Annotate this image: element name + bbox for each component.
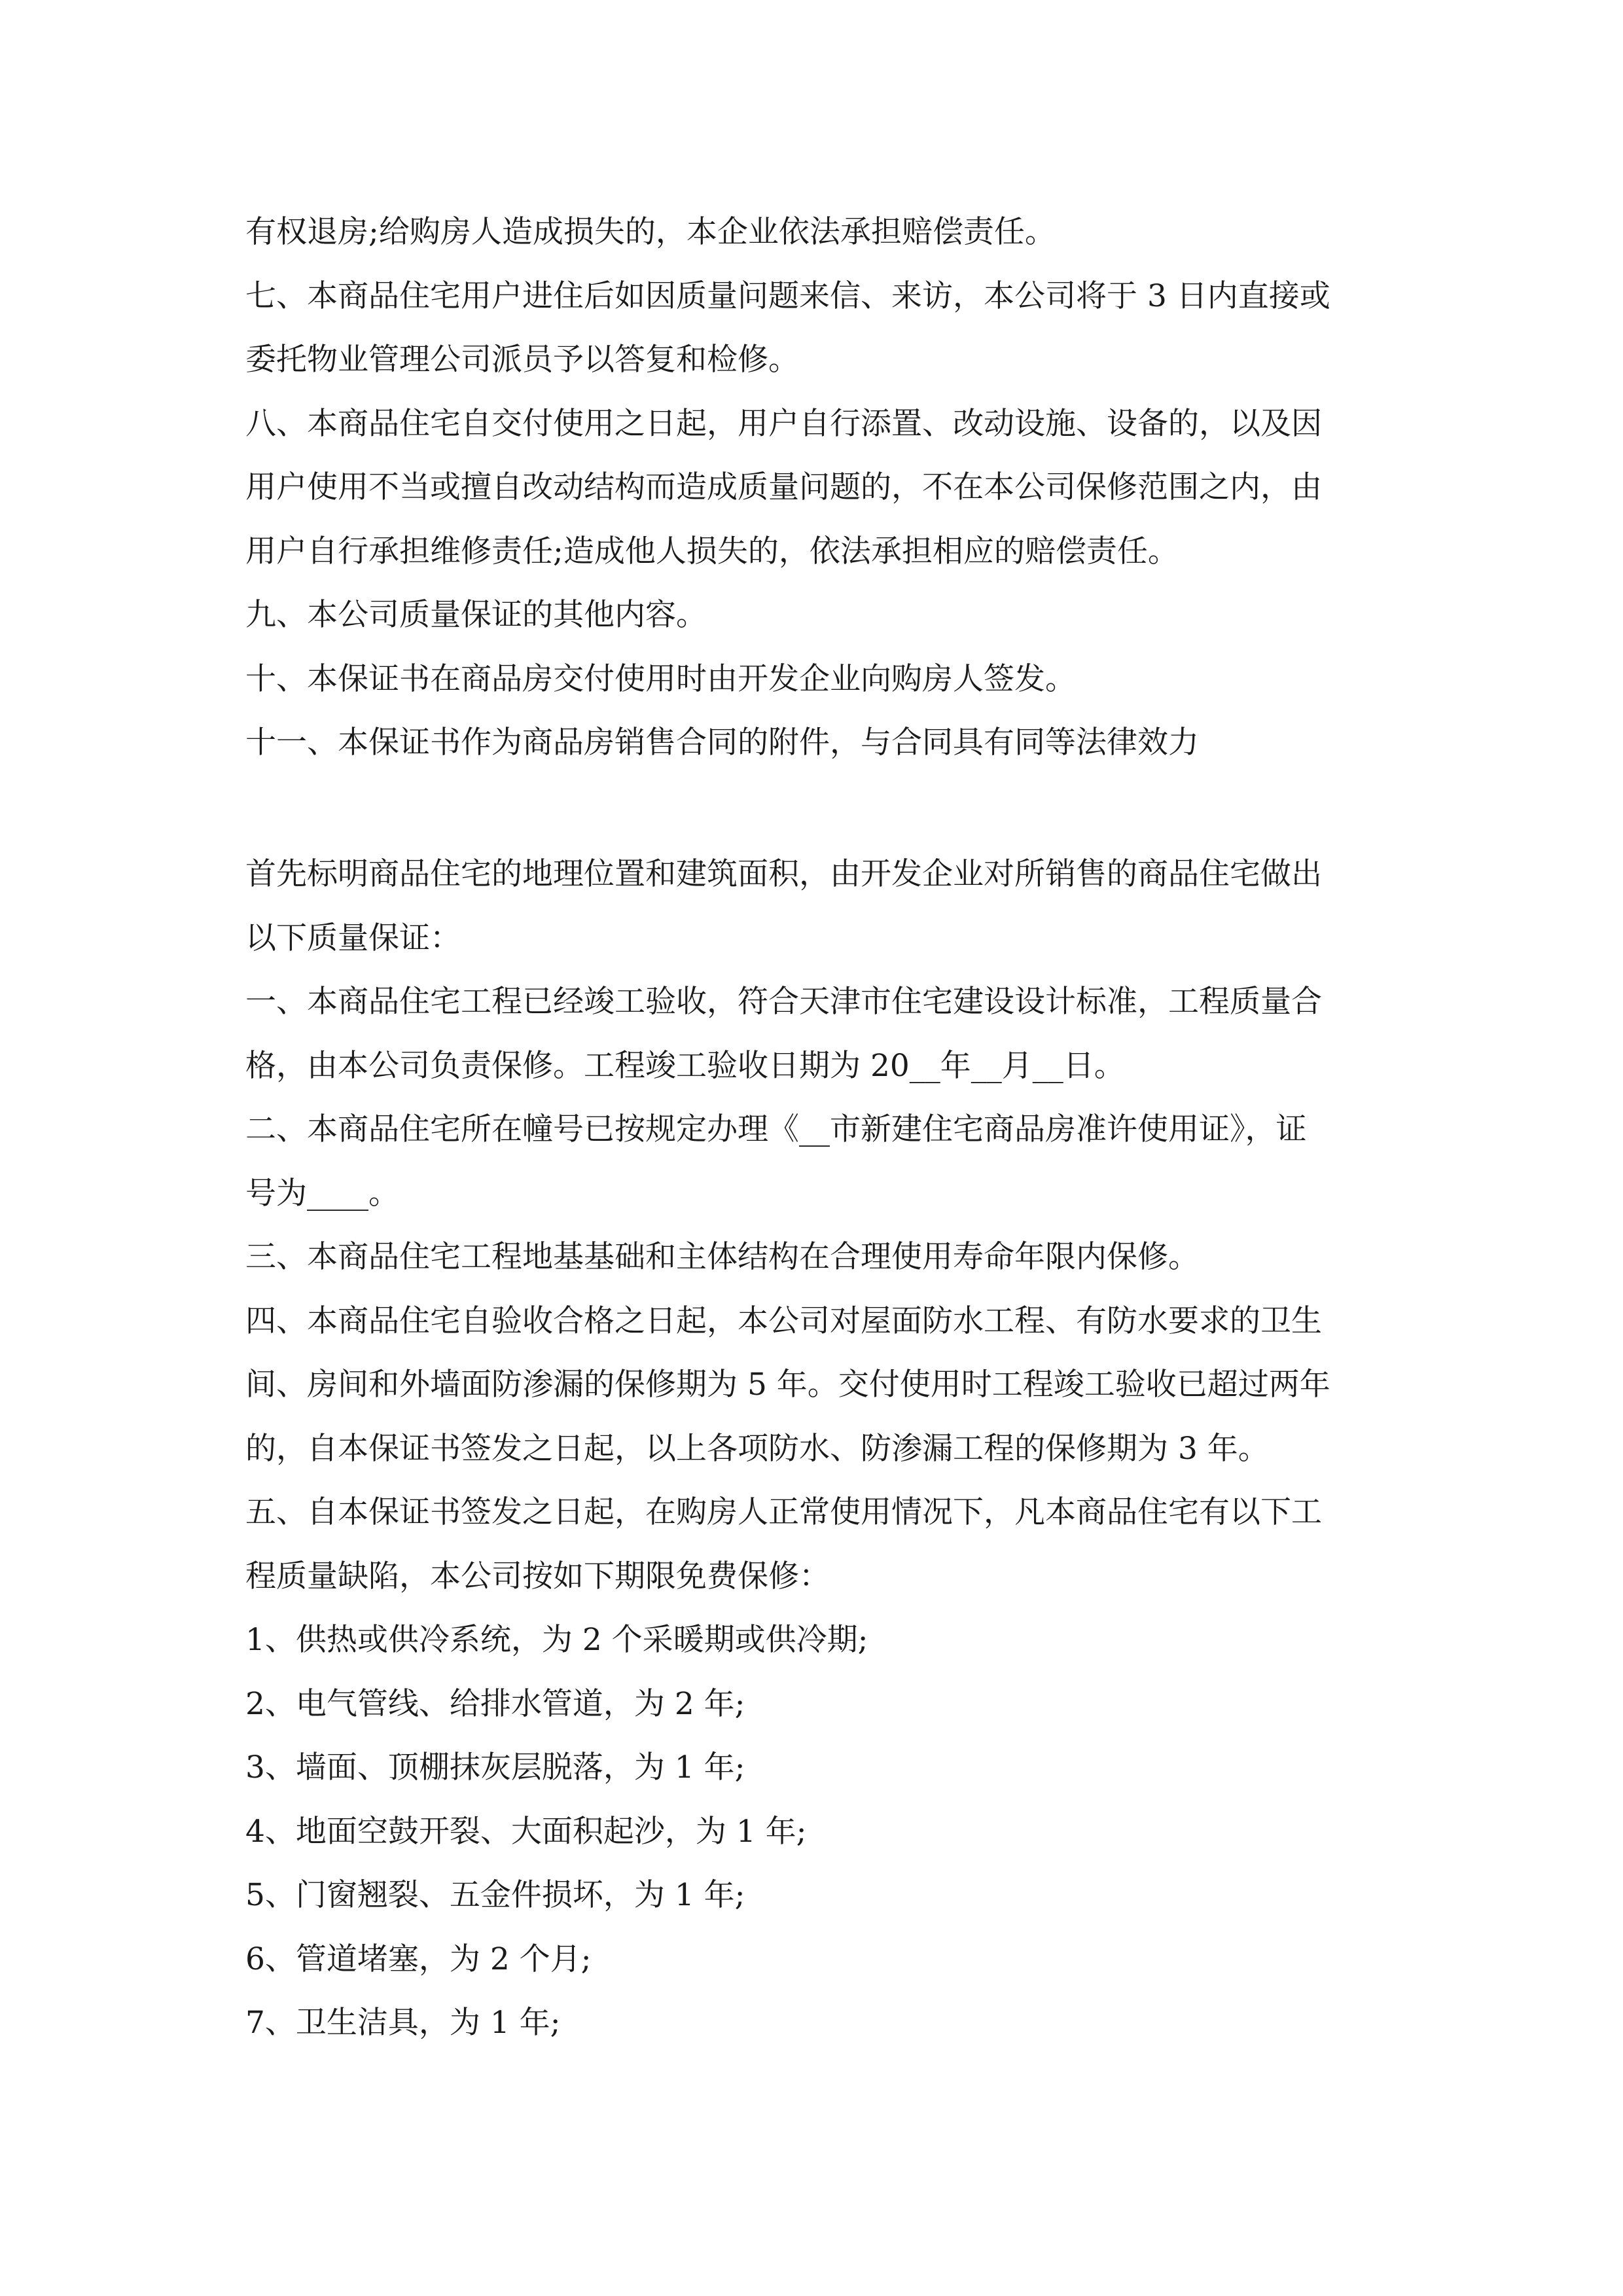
warranty-terms-continued (245, 200, 1397, 775)
list-item: 5、门窗翘裂、五金件损坏，为 1 年; (245, 1877, 745, 1913)
list-item: 4、地面空鼓开裂、大面积起沙，为 1 年; (245, 1813, 807, 1850)
warranty-terms-main (245, 842, 1397, 2055)
text-line: 四、本商品住宅自验收合格之日起，本公司对屋面防水工程、有防水要求的卫生 (245, 1302, 1322, 1339)
text-line: 以下质量保证： (245, 920, 461, 956)
list-item: 6、管道堵塞，为 2 个月; (245, 1941, 592, 1977)
list-item: 2、电气管线、给排水管道，为 2 年; (245, 1685, 745, 1722)
list-item: 3、墙面、顶棚抹灰层脱落，为 1 年; (245, 1749, 745, 1785)
text-line: 号为____。 (245, 1175, 399, 1211)
list-item: 1、供热或供冷系统，为 2 个采暖期或供冷期; (245, 1622, 868, 1658)
text-line: 九、本公司质量保证的其他内容。 (245, 597, 707, 633)
text-line: 五、自本保证书签发之日起，在购房人正常使用情况下，凡本商品住宅有以下工 (245, 1494, 1322, 1530)
text-line: 二、本商品住宅所在幢号已按规定办理《__市新建住宅商品房准许使用证》，证 (245, 1111, 1307, 1147)
text-line: 有权退房;给购房人造成损失的，本企业依法承担赔偿责任。 (245, 214, 1056, 250)
list-item: 7、卫生洁具，为 1 年; (245, 2005, 561, 2041)
text-line: 用户使用不当或擅自改动结构而造成质量问题的，不在本公司保修范围之内，由 (245, 469, 1322, 505)
text-line: 委托物业管理公司派员予以答复和检修。 (245, 342, 799, 378)
text-line: 七、本商品住宅用户进住后如因质量问题来信、来访，本公司将于 3 日内直接或 (245, 278, 1330, 314)
text-line: 的，自本保证书签发之日起，以上各项防水、防渗漏工程的保修期为 3 年。 (245, 1430, 1269, 1467)
text-line: 程质量缺陷，本公司按如下期限免费保修： (245, 1558, 830, 1594)
text-line: 一、本商品住宅工程已经竣工验收，符合天津市住宅建设设计标准，工程质量合 (245, 984, 1322, 1020)
text-line: 格，由本公司负责保修。工程竣工验收日期为 20__年__月__日。 (245, 1047, 1125, 1084)
text-line: 十、本保证书在商品房交付使用时由开发企业向购房人签发。 (245, 660, 1076, 697)
text-line: 首先标明商品住宅的地理位置和建筑面积，由开发企业对所销售的商品住宅做出 (245, 856, 1322, 892)
text-line: 八、本商品住宅自交付使用之日起，用户自行添置、改动设施、设备的，以及因 (245, 405, 1322, 442)
text-line: 间、房间和外墙面防渗漏的保修期为 5 年。交付使用时工程竣工验收已超过两年 (245, 1367, 1330, 1403)
text-line: 三、本商品住宅工程地基基础和主体结构在合理使用寿命年限内保修。 (245, 1239, 1199, 1275)
text-line: 用户自行承担维修责任;造成他人损失的，依法承担相应的赔偿责任。 (245, 533, 1179, 569)
text-line: 十一、本保证书作为商品房销售合同的附件，与合同具有同等法律效力 (245, 725, 1199, 761)
